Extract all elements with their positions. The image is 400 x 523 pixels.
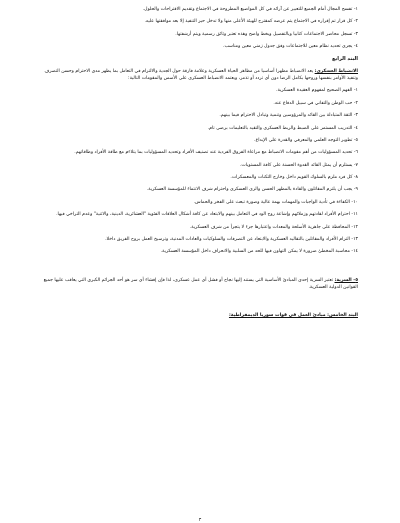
intro-item-2: ٢- كل قرار تم إقراره في الاجتماع يتم عرضه كمقترح للهيئة الأعلى منها ولا تدخل حيز التنفيذ إلا بعد موافقتها عليه.	[144, 19, 358, 25]
discipline-item-13: ١٣- التزام الأفراد والمقاتلين بالتقاليد العسكرية والابتعاد عن التصرفات والسلوكيات والعادات المدنية، وترسيخ العمل بروح الفريق داخلا.	[105, 237, 358, 243]
page-number: ٣	[198, 518, 202, 523]
discipline-item-14: ١٤- محاسبة المخطئ ضرورة لا يمكن التهاون فيها للحد من السلبية والانحراف داخل المؤسسة العسكرية.	[160, 249, 358, 255]
intro-item-3: ٣- تسجل محاضر الاجتماعات كتابيا وبالتفصيل وبخط واضح وهذه تعتبر وثائق رسمية ويتم أرشفتها.	[175, 31, 358, 37]
discipline-item-4: ٤- التدريب المستمر على الضبط والربط العسكري والتقيد بالتعليمات برضى تام.	[207, 125, 358, 131]
discipline-item-8: ٨- كل فرد ملزم بالسلوك القويم داخل وخارج الثكنات والمعسكرات.	[230, 175, 358, 181]
discipline-label: الانضباط العسكري:	[314, 68, 358, 74]
secrecy-paragraph	[38, 277, 358, 291]
secrecy-text: تعتبر السرية إحدى المبادئ الأساسية التي يستند إليها نجاح أو فشل أي عمل عسكري، لذا فإن إفشاء أي سر هو أحد الجرائم الكبرى التي يعاقب عليها جميع القوانين الدولية العسكرية.	[43, 277, 358, 291]
section-4-heading: البند الرابع	[331, 55, 358, 62]
section-5-heading: البند الخامس: مبادئ العمل في قوات سوريا الديمقراطية:	[228, 313, 358, 319]
intro-item-4: ٤- يجري تحديد نظام معين للاجتماعات وفق جدول زمني معين ومناسب.	[223, 44, 358, 50]
discipline-item-5: ٥- تطوير التوجه العلمي والمعرفي والقدرة على الإبداع.	[254, 137, 358, 143]
discipline-item-11: ١١- احترام الأفراد لقادتهم وزملائهم وإشاعة روح الود في التعامل بينهم والابتعاد عن كافة أشكال العلاقات الفئوية "العشائرية، الدينية، والاثنية" وعدم التراخي فيها.	[56, 212, 358, 218]
discipline-item-3: ٣- الثقة المتبادلة بين القائد والمرؤوسين وتنمية وتبادل الاحترام فيما بينهم.	[219, 113, 358, 119]
discipline-item-12: ١٢- المحافظة على جاهزية الأسلحة والمعدات واعتبارها جزء لا يتجزأ من شرف العسكرية.	[189, 224, 358, 230]
discipline-item-9: ٩- يجب أن يلتزم المقاتلون والقادة بالمظهر الحسن والزي العسكري واحترام شرف الانتماء للمؤسسة العسكرية.	[146, 187, 358, 193]
discipline-item-1: ١- الفهم الصحيح لمفهوم العقيدة العسكرية.	[276, 88, 358, 94]
intro-item-1: ١- تفسح المجال أمام الجميع للتعبير عن آرائه في كل المواضيع المطروحة في الاجتماع وتقديم الاقتراحات والحلول.	[142, 7, 358, 12]
discipline-item-6: ٦- تحديد المسؤوليات من أهم مقومات الانضباط مع مراعاة الفروق الفردية عند تصنيف الأفراد وتحديد المسؤوليات بما يتلاءم مع طاقة الأفراد وطاقاتهم.	[74, 150, 358, 156]
discipline-item-7: ٧- يستلزم أن يمثل القائد القدوة الحسنة على كافة المستويات.	[239, 162, 358, 168]
secrecy-label: ٥- السرية:	[334, 277, 358, 283]
spacer	[38, 296, 358, 312]
spacer	[38, 261, 358, 277]
discipline-text: يعد الانضباط مظهرا أساسيا من مظاهر الحياة العسكرية وعلامة فارقة حول الجدية والالتزام في التعامل بما يظهر مدى الاحترام وحسن التصرف وتنفيذ الأوامر بنفسها وروحها بكامل الرضا دون أي تردد أو تذمر، ويعتمد الانضباط العسكري على الأسس والمقومات التالية:	[44, 68, 358, 81]
discipline-item-2: ٢- حب الوطن والتفاني في سبيل الدفاع عنه.	[273, 100, 358, 106]
discipline-item-10: ١٠- الكفاءة في تأدية الواجبات والمهمات بهمة عالية وصورة تبعث على الفخر والحماس.	[193, 199, 358, 205]
discipline-lead	[38, 68, 358, 82]
